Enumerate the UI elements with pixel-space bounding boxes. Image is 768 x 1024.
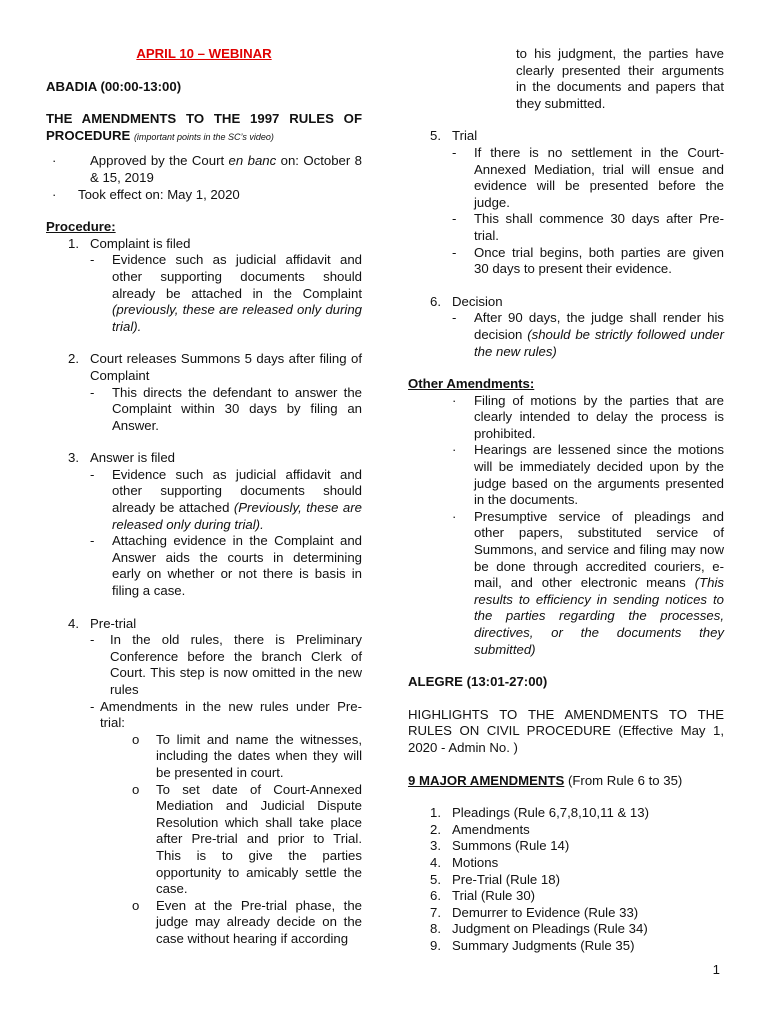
amendments-heading-line2: PROCEDURE (important points in the SC’s video) — [46, 127, 274, 143]
list-item: 6. Decision — [430, 293, 503, 309]
list-item: - If there is no settlement in the Court-Annexed Mediation, trial will ensue and evidence will be presented before the judge. — [452, 144, 724, 210]
list-item: 5. Trial — [430, 128, 478, 144]
list-item: - Evidence such as judicial affidavit and other supporting documents should already be attached in the Complaint (previously, these are released only during trial). — [90, 252, 362, 334]
list-item: - This directs the defendant to answer the Complaint within 30 days by filing an Answer. — [90, 384, 362, 433]
page-number: 1 — [712, 962, 720, 977]
left-column — [46, 46, 362, 948]
bullet-approved: · Approved by the Court en banc on: October 8 & 15, 2019 — [52, 153, 362, 185]
major-amendments-heading: 9 MAJOR AMENDMENTS (From Rule 6 to 35) — [408, 772, 683, 788]
list-item: - Attaching evidence in the Complaint and Answer aids the courts in determining early on whether or not there is basis in filing a case. — [90, 533, 362, 599]
list-item: o To limit and name the witnesses, including the dates when they will be presented in court. — [132, 731, 362, 780]
list-item: 5. Pre-Trial (Rule 18) — [430, 871, 560, 887]
section-abadia: ABADIA (00:00-13:00) — [46, 78, 182, 94]
list-item: - After 90 days, the judge shall render his decision (should be strictly followed under the new rules) — [452, 310, 724, 359]
document-title: APRIL 10 – WEBINAR — [136, 46, 272, 61]
amendments-heading: THE AMENDMENTS TO THE 1997 RULES OF — [46, 111, 362, 127]
list-item: · Filing of motions by the parties that are clearly intended to delay the process is prohibited. — [452, 392, 724, 441]
list-item: 1. Complaint is filed — [68, 235, 191, 251]
list-item: 3. Answer is filed — [68, 450, 176, 466]
list-item: o To set date of Court-Annexed Mediation and Judicial Dispute Resolution which shall take place after Pre-trial and prior to Trial. This is to give the parties opportunity to amicably settle the case. — [132, 781, 362, 897]
bullet-effect: · Took effect on: May 1, 2020 — [52, 186, 240, 202]
list-item: - This shall commence 30 days after Pre-trial. — [452, 211, 724, 243]
list-item: o Even at the Pre-trial phase, the judge may already decide on the case without hearing if according — [132, 897, 362, 946]
list-item: 4. Motions — [430, 854, 499, 870]
list-item: 7. Demurrer to Evidence (Rule 33) — [430, 904, 639, 920]
other-amendments-label: Other Amendments: — [408, 376, 535, 392]
list-item: · Presumptive service of pleadings and other papers, substituted service of Summons, and service and filing may now be done through accredited couriers, e-mail, and other electronic means (This results to efficiency in sending notices to the parties regarding the processes, directives, or the documents they submitted) — [452, 508, 724, 657]
list-item: 8. Judgment on Pleadings (Rule 34) — [430, 921, 648, 937]
list-item: - In the old rules, there is Preliminary Conference before the branch Clerk of Court. This step is now omitted in the new rules — [90, 632, 362, 697]
section-alegre: ALEGRE (13:01-27:00) — [408, 674, 548, 690]
list-item: - Evidence such as judicial affidavit and other supporting documents should already be attached (Previously, these are released only during trial). — [90, 466, 362, 532]
list-item: - Amendments in the new rules under Pre-trial: — [90, 698, 362, 731]
list-item: 1. Pleadings (Rule 6,7,8,10,11 & 13) — [430, 805, 649, 821]
list-item: 4. Pre-trial — [68, 615, 137, 631]
list-item: to his judgment, the parties have clearly presented their arguments in the documents and papers that they submitted. — [516, 46, 724, 111]
list-item: 3. Summons (Rule 14) — [430, 838, 570, 854]
list-item: 2. Court releases Summons 5 days after filing of Complaint — [68, 351, 362, 383]
list-item: 2. Amendments — [430, 821, 530, 837]
highlights-paragraph: HIGHLIGHTS TO THE AMENDMENTS TO THE RULES ON CIVIL PROCEDURE (Effective May 1, 2020 - Admin No. ) — [408, 706, 724, 755]
right-column — [408, 46, 724, 955]
procedure-label: Procedure: — [46, 219, 116, 235]
list-item: 9. Summary Judgments (Rule 35) — [430, 937, 635, 953]
list-item: - Once trial begins, both parties are given 30 days to present their evidence. — [452, 244, 724, 277]
list-item: · Hearings are lessened since the motions will be immediately decided upon by the judge based on the arguments presented in the documents. — [452, 442, 724, 508]
list-item: 6. Trial (Rule 30) — [430, 888, 536, 904]
